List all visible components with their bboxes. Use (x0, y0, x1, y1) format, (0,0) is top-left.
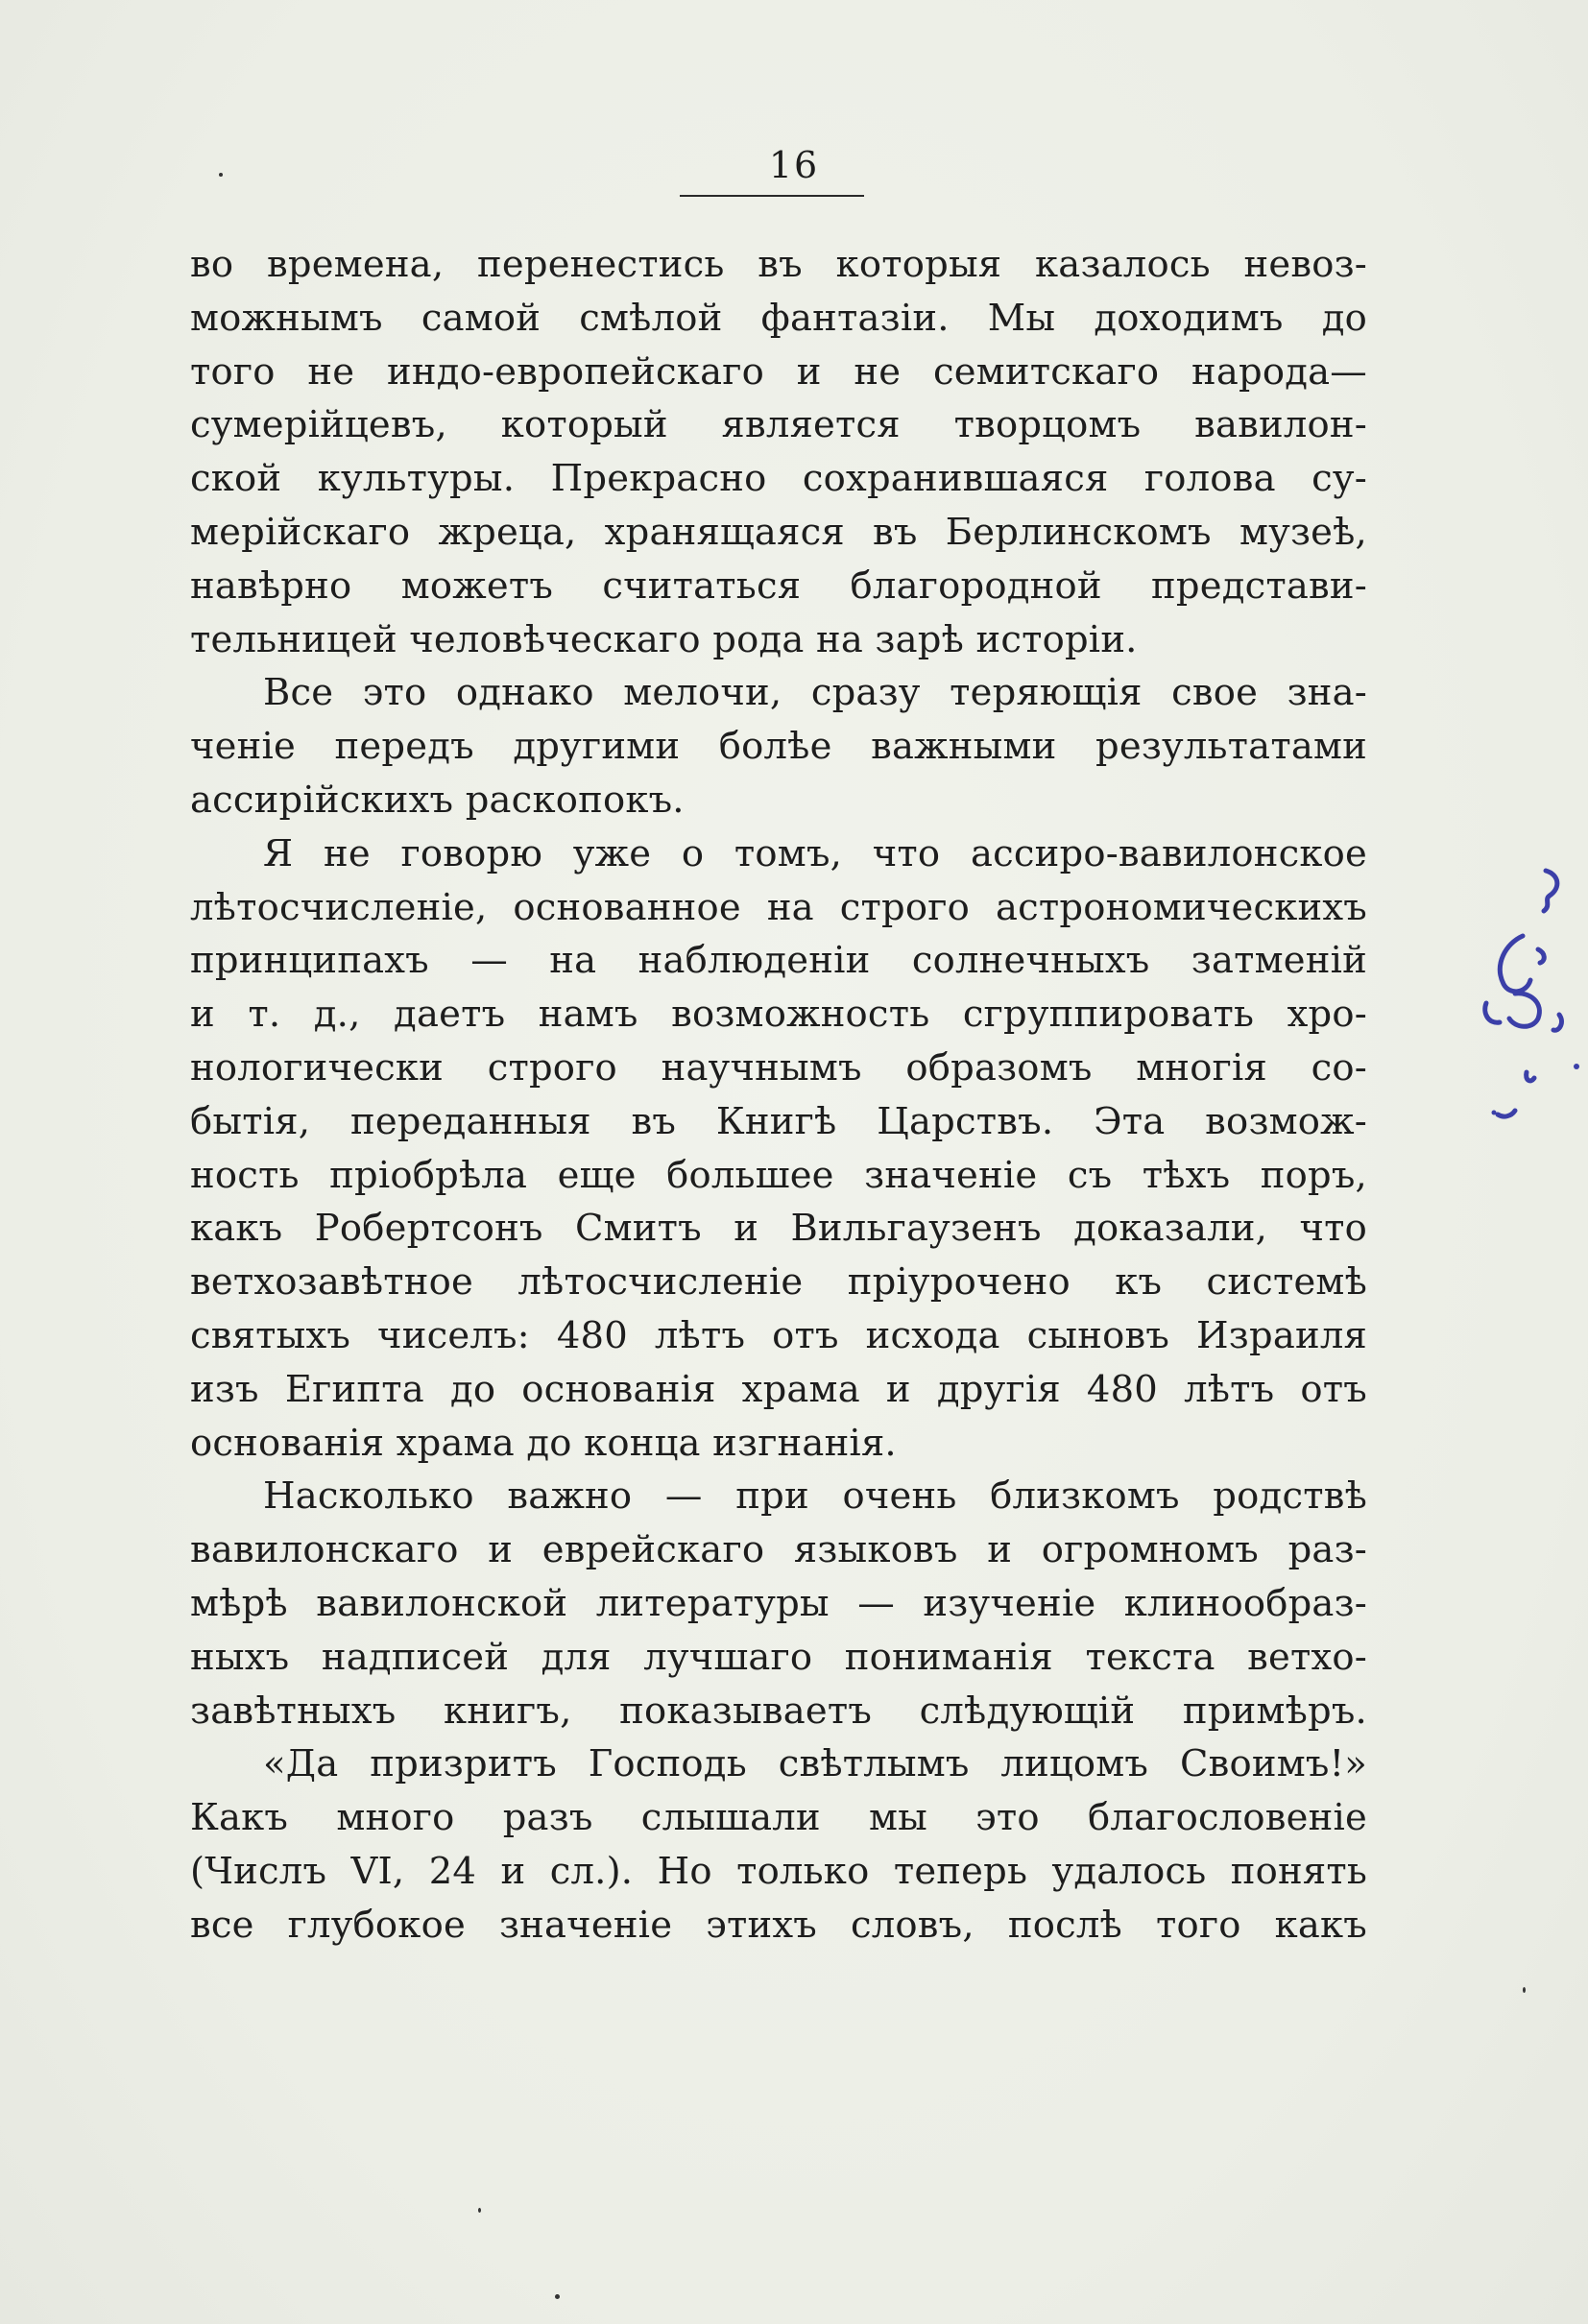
text-line: ность пріобрѣла еще большее значеніе съ тѣхъ поръ, (190, 1153, 1367, 1197)
text-line: Я не говорю уже о томъ, что ассиро-вавилонское (263, 831, 1367, 875)
text-line: вавилонскаго и еврейскаго языковъ и огромномъ раз- (190, 1528, 1367, 1572)
text-line: во времена, перенестись въ которыя казалось невоз- (190, 243, 1367, 286)
paper-speck (555, 2294, 560, 2299)
text-line: нологически строго научнымъ образомъ многія со- (190, 1045, 1367, 1090)
text-line: ветхозавѣтное лѣтосчисленіе пріурочено къ системѣ (190, 1260, 1367, 1305)
text-line: принципахъ — на наблюденіи солнечныхъ затменій (190, 939, 1367, 983)
text-line: навѣрно можетъ считаться благородной представи- (190, 563, 1367, 608)
text-line: сумерійцевъ, который является творцомъ вавилон- (190, 403, 1367, 447)
text-line: Насколько важно — при очень близкомъ родствѣ (263, 1474, 1367, 1519)
paper-speck (1523, 1987, 1526, 1993)
text-line: бытія, переданныя въ Книгѣ Царствъ. Эта возмож- (190, 1099, 1367, 1143)
text-line: можнымъ самой смѣлой фантазіи. Мы доходимъ до (190, 296, 1367, 340)
text-line: мѣрѣ вавилонской литературы — изученіе клинообраз- (190, 1581, 1367, 1625)
text-line: основанія храма до конца изгнанія. (190, 1421, 897, 1465)
paper-speck (219, 173, 223, 177)
handwritten-margin-mark (1477, 850, 1588, 1128)
text-line: мерійскаго жреца, хранящаяся въ Берлинскомъ музеѣ, (190, 510, 1367, 554)
paper-speck (478, 2208, 481, 2213)
text-line: святыхъ чиселъ: 480 лѣтъ отъ исхода сыновъ Израиля (190, 1313, 1367, 1357)
page-number: 16 (768, 144, 820, 186)
text-line: завѣтныхъ книгъ, показываетъ слѣдующій примѣръ. (190, 1689, 1367, 1733)
text-line: какъ Робертсонъ Смитъ и Вильгаузенъ доказали, что (190, 1207, 1367, 1251)
text-line: тельницей человѣческаго рода на зарѣ исторіи. (190, 617, 1138, 661)
header-rule (680, 195, 864, 197)
text-line: изъ Египта до основанія храма и другія 480 лѣтъ отъ (190, 1367, 1367, 1411)
text-line: ныхъ надписей для лучшаго пониманія текста ветхо- (190, 1635, 1367, 1679)
text-line: (Числъ VI, 24 и сл.). Но только теперь удалось понять (190, 1849, 1367, 1893)
text-line: все глубокое значеніе этихъ словъ, послѣ того какъ (190, 1903, 1367, 1947)
text-line: ассирійскихъ раскопокъ. (190, 778, 685, 822)
text-line: ской культуры. Прекрасно сохранившаяся голова су- (190, 457, 1367, 501)
text-line: лѣтосчисленіе, основанное на строго астрономическихъ (190, 885, 1367, 929)
text-line: Какъ много разъ слышали мы это благословеніе (190, 1796, 1367, 1840)
body-text (190, 238, 1367, 1953)
text-line: «Да призритъ Господь свѣтлымъ лицомъ Своимъ!» (263, 1742, 1367, 1786)
text-line: и т. д., даетъ намъ возможность сгруппировать хро- (190, 993, 1367, 1037)
text-line: того не индо-европейскаго и не семитскаго народа— (190, 349, 1367, 394)
text-line: Все это однако мелочи, сразу теряющія свое зна- (263, 671, 1367, 715)
text-line: ченіе передъ другими болѣе важными результатами (190, 725, 1367, 769)
